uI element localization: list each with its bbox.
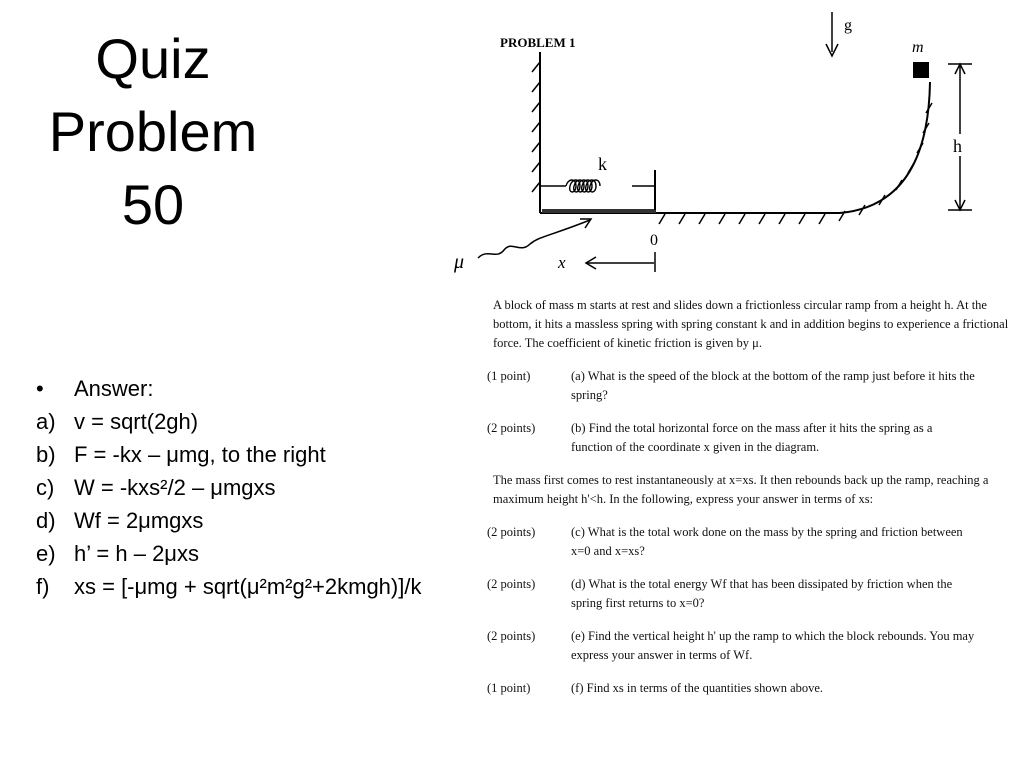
- ramp-spring-diagram: [440, 0, 1024, 290]
- points-label: (1 point): [487, 369, 531, 383]
- part-text: (d) What is the total energy Wf that has been dissipated by friction when the spring first returns to x=0?: [571, 577, 953, 610]
- part-text: (c) What is the total work done on the mass by the spring and friction between x=0 and x=xs?: [571, 525, 963, 558]
- answer-item: [36, 506, 436, 535]
- answer-marker: d): [36, 508, 56, 533]
- points-label: (1 point): [487, 681, 531, 695]
- problem-part: [487, 523, 1017, 561]
- diagram-heading: PROBLEM 1: [500, 35, 576, 50]
- height-label: h: [953, 136, 962, 156]
- floor-hatch: [659, 103, 932, 224]
- bullet: •: [36, 376, 44, 401]
- part-text: (b) Find the total horizontal force on the mass after it hits the spring as a function of the coordinate x given in the diagram.: [571, 421, 933, 454]
- answer-text: Wf = 2μmgxs: [74, 508, 204, 533]
- part-text: (a) What is the speed of the block at the bottom of the ramp just before it hits the spring?: [571, 369, 975, 402]
- answer-item: [36, 407, 436, 436]
- answer-text: h’ = h – 2μxs: [74, 541, 199, 566]
- mass-block: [913, 62, 929, 78]
- ramp-curve: [840, 82, 930, 213]
- points-label: (2 points): [487, 421, 536, 435]
- answer-item: [36, 440, 436, 469]
- points-label: (2 points): [487, 577, 536, 591]
- answer-text: v = sqrt(2gh): [74, 409, 199, 434]
- answer-item: [36, 473, 436, 502]
- mu-label: μ: [454, 251, 465, 273]
- answer-list: [36, 374, 436, 605]
- problem-part: [487, 679, 1017, 698]
- friction-pointer: [478, 220, 590, 258]
- problem-part: [487, 367, 1017, 405]
- problem-part: [487, 575, 1017, 613]
- spring-coil: [566, 180, 600, 192]
- answer-text: xs = [-μmg + sqrt(μ²m²g²+2kmgh)]/k: [74, 574, 422, 599]
- answer-heading: Answer:: [74, 376, 154, 401]
- problem-part: [487, 627, 1017, 665]
- x-label: x: [558, 253, 566, 272]
- origin-label: 0: [650, 232, 658, 249]
- gravity-label: g: [844, 17, 852, 34]
- title-line-1: Quiz: [95, 27, 211, 90]
- answer-marker: f): [36, 574, 50, 599]
- page-title: [8, 22, 298, 241]
- answer-marker: a): [36, 409, 56, 434]
- answer-marker: b): [36, 442, 56, 467]
- title-line-3: 50: [121, 173, 185, 236]
- points-label: (2 points): [487, 629, 536, 643]
- answer-text: W = -kxs²/2 – μmgxs: [74, 475, 276, 500]
- part-text: (e) Find the vertical height h' up the ramp to which the block rebounds. You may express your answer in terms of Wf.: [571, 629, 975, 662]
- wall-hatch: [532, 62, 540, 192]
- friction-patch: [542, 209, 656, 213]
- problem-mid-text: The mass first comes to rest instantaneously at x=xs. It then rebounds back up the ramp, reaching a maximum height h'<h. In the following, express your answer in terms of xs:: [493, 473, 989, 506]
- answer-text: F = -kx – μmg, to the right: [74, 442, 326, 467]
- part-text: (f) Find xs in terms of the quantities shown above.: [571, 681, 824, 695]
- problem-part: [487, 419, 1017, 457]
- answer-item: [36, 539, 436, 568]
- points-label: (2 points): [487, 525, 536, 539]
- answer-marker: e): [36, 541, 56, 566]
- mass-label: m: [912, 39, 924, 56]
- answer-item: [36, 572, 436, 601]
- spring-label: k: [598, 154, 607, 174]
- problem-intro: A block of mass m starts at rest and slides down a frictionless circular ramp from a height h. At the bottom, it hits a massless spring with spring constant k and in addition begins to experience a frictional force. The coefficient of kinetic friction is given by μ.: [493, 298, 1009, 350]
- title-line-2: Problem: [48, 100, 258, 163]
- answer-marker: c): [36, 475, 55, 500]
- answer-heading-row: [36, 374, 436, 403]
- problem-statement: [487, 296, 1017, 712]
